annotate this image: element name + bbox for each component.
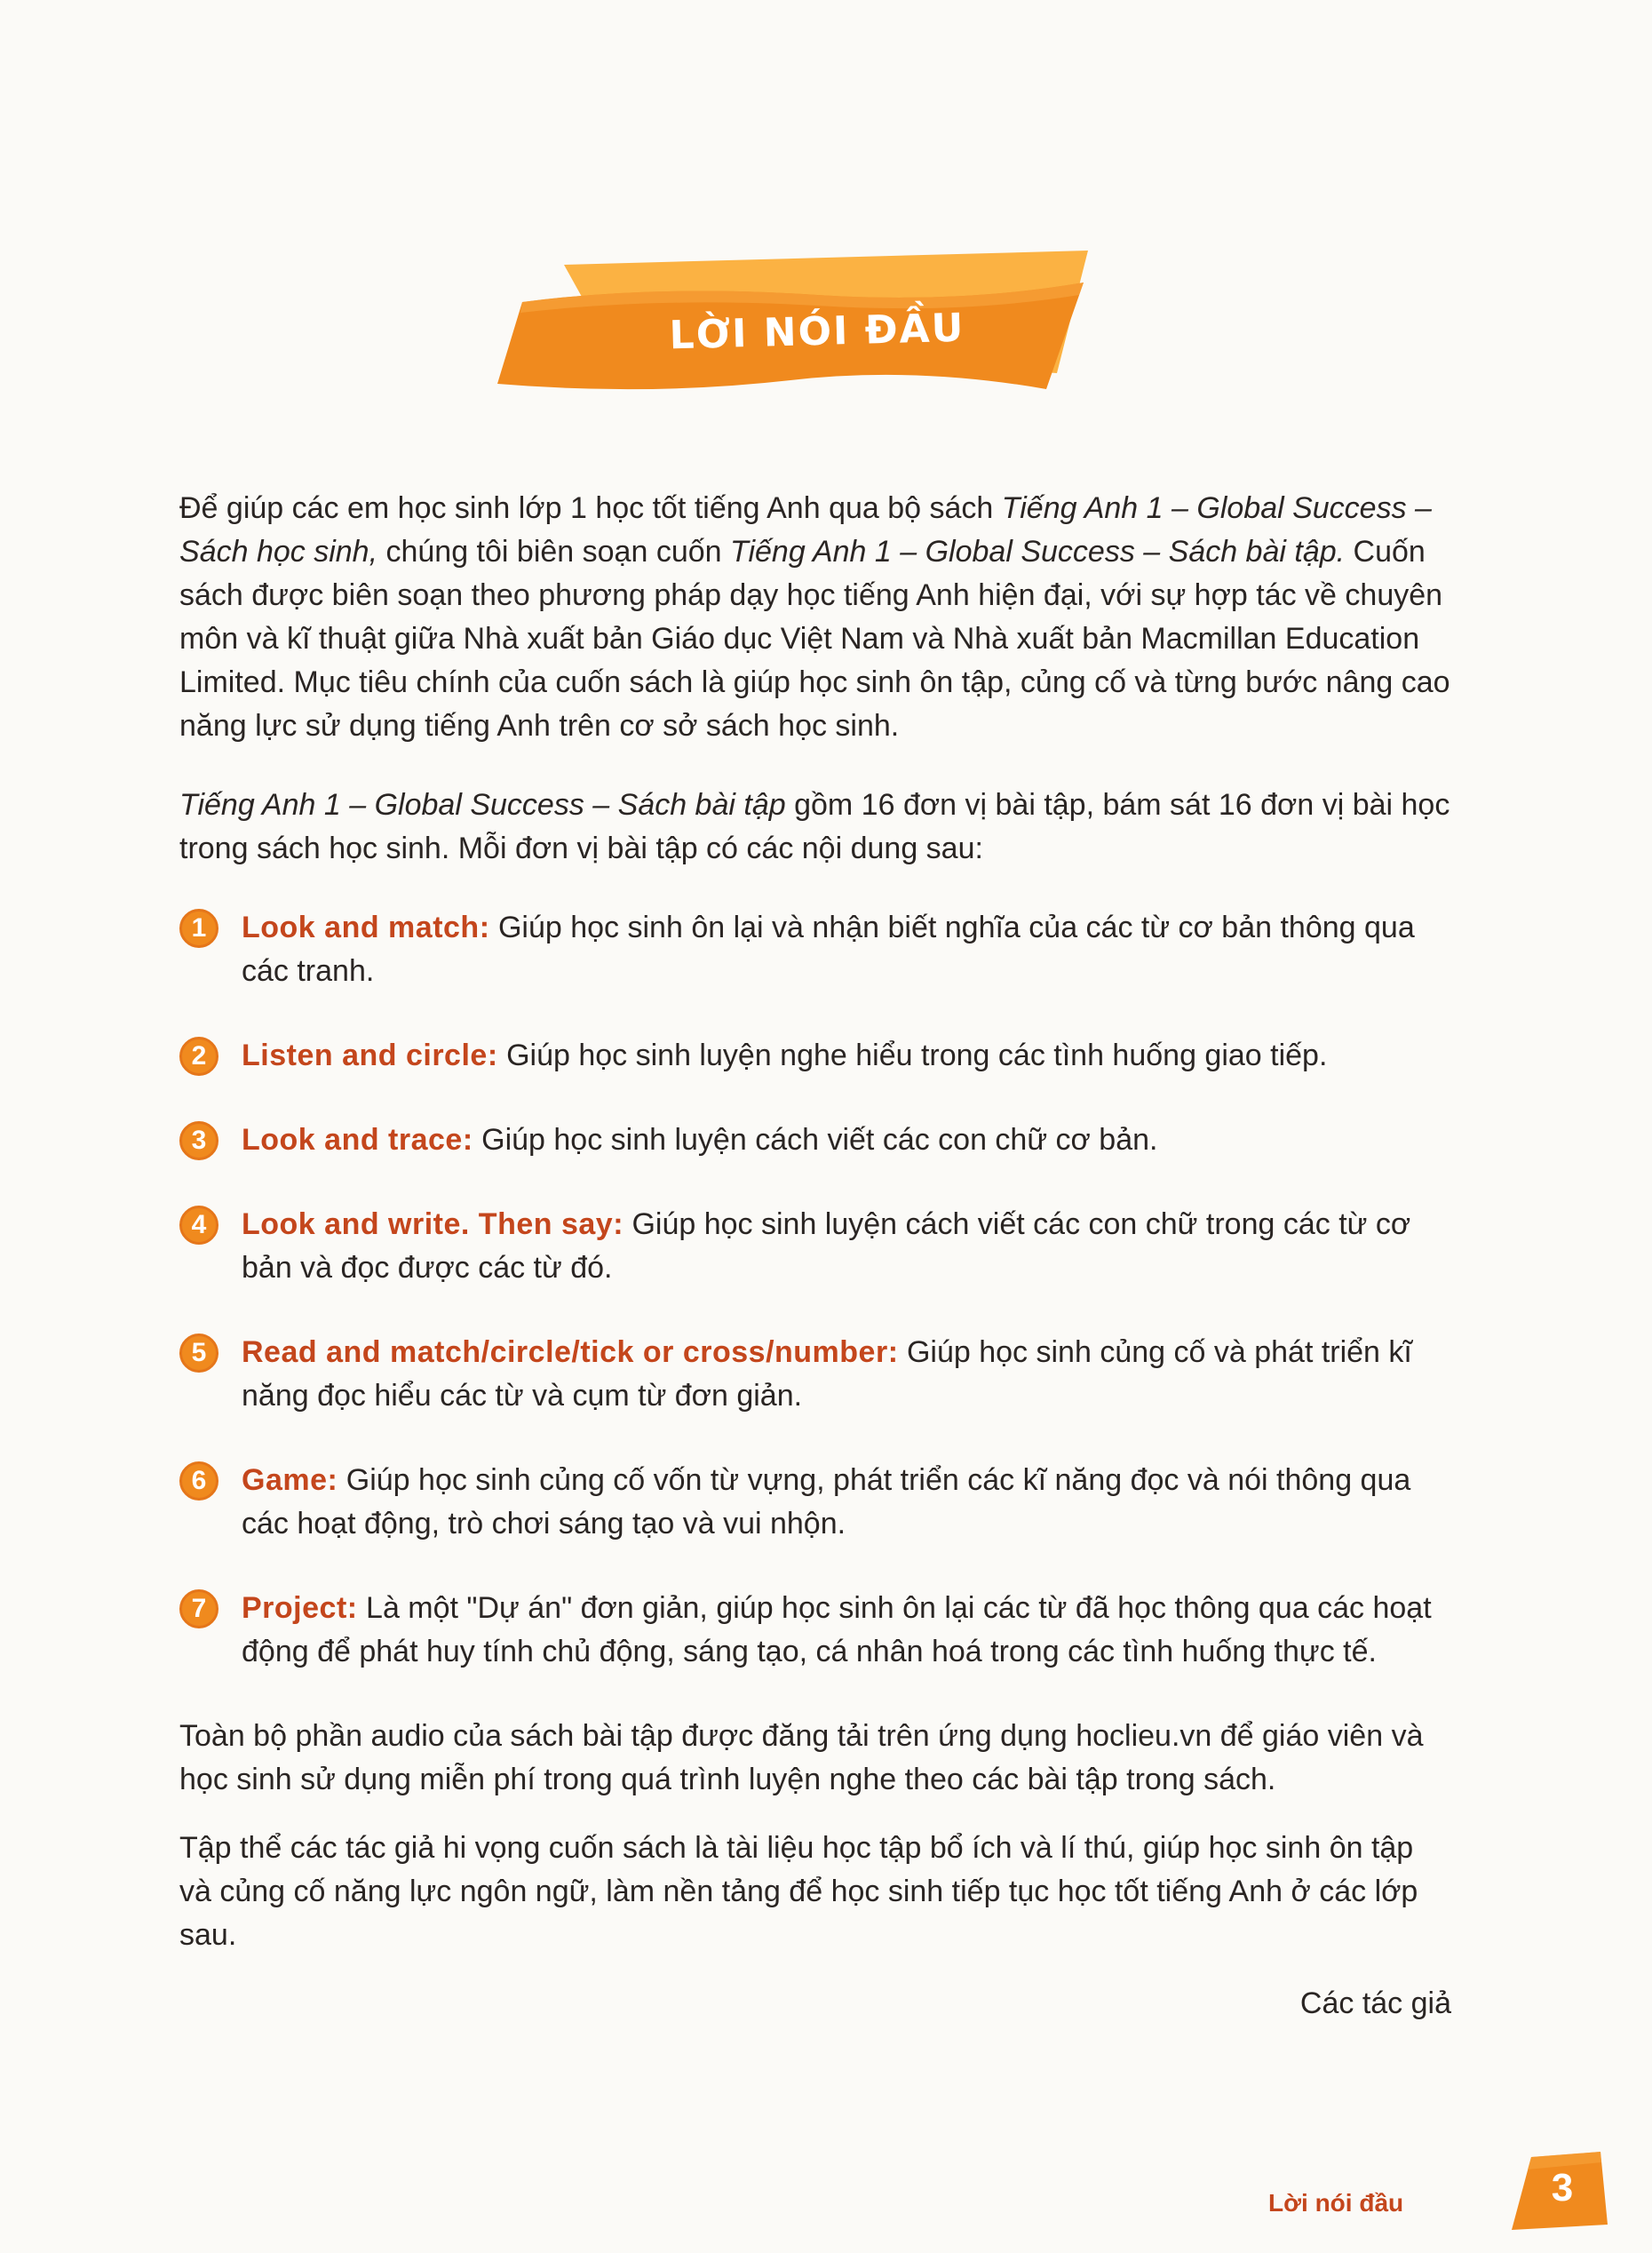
intro-text-2b: gồm 16 đơn vị bài tập, bám sát 16 đơn vị bài học trong sách học sinh. Mỗi đơn vị bài tập có các nội dung sau: [179,788,1450,865]
signature: Các tác giả [1299,1986,1451,2020]
number-badge: 1 [179,909,218,948]
list-item [179,1331,1451,1418]
intro-paragraph-1 [179,487,1451,748]
exercise-list [179,906,1451,1674]
item-text: Giúp học sinh củng cố vốn từ vựng, phát triển các kĩ năng đọc và nói thông qua các hoạt động, trò chơi sáng tạo và vui nhộn. [242,1463,1411,1540]
book-title-student: Tiếng Anh 1 – Global Success – Sách học sinh, [179,491,1432,569]
item-text: Là một "Dự án" đơn giản, giúp học sinh ôn lại các từ đã học thông qua các hoạt động để phát huy tính chủ động, sáng tạo, cá nhân hoá trong các tình huống thực tế. [242,1591,1432,1668]
item-label: Look and match: [242,911,490,944]
book-title-workbook-2: Tiếng Anh 1 – Global Success – Sách bài tập [179,788,786,822]
hope-paragraph: Tập thể các tác giả hi vọng cuốn sách là tài liệu học tập bổ ích và lí thú, giúp học sinh ôn tập và củng cố năng lực ngôn ngữ, làm nền tảng để học sinh tiếp tục học tốt tiếng Anh ở các lớp sau. [179,1831,1418,1952]
item-text: Giúp học sinh luyện cách viết các con chữ trong các từ cơ bản và đọc được các từ đó. [242,1207,1411,1285]
number-badge: 7 [179,1589,218,1628]
number-badge: 4 [179,1206,218,1245]
preface-body [179,487,1451,2026]
item-label: Game: [242,1463,338,1497]
list-item [179,1587,1451,1674]
number-badge: 6 [179,1461,218,1501]
number-badge: 3 [179,1121,218,1160]
intro-text-e: Cuốn sách được biên soạn theo phương pháp dạy học tiếng Anh hiện đại, với sự hợp tác về chuyên môn và kĩ thuật giữa Nhà xuất bản Giáo dục Việt Nam và Nhà xuất bản Macmillan Education Limited. Mục tiêu chính của cuốn sách là giúp học sinh ôn tập, củng cố và từng bước nâng cao năng lực sử dụng tiếng Anh trên cơ sở sách học sinh. [179,535,1450,743]
item-label: Look and write. Then say: [242,1207,624,1241]
intro-paragraph-2 [179,784,1451,871]
item-text: Giúp học sinh luyện nghe hiểu trong các tình huống giao tiếp. [497,1039,1328,1072]
list-item [179,1459,1451,1546]
list-item [179,1034,1451,1078]
list-item [179,906,1451,993]
item-text: Giúp học sinh củng cố và phát triển kĩ năng đọc hiểu các từ và cụm từ đơn giản. [242,1335,1412,1413]
list-item [179,1119,1451,1162]
intro-text-a: Để giúp các em học sinh lớp 1 học tốt tiếng Anh qua bộ sách [179,491,1002,525]
audio-paragraph: Toàn bộ phần audio của sách bài tập được đăng tải trên ứng dụng hoclieu.vn để giáo viên và học sinh sử dụng miễn phí trong quá trình luyện nghe theo các bài tập trong sách. [179,1719,1424,1796]
list-item [179,1203,1451,1290]
title-banner [497,249,1101,400]
item-label: Project: [242,1591,358,1625]
item-label: Look and trace: [242,1123,473,1157]
number-badge: 5 [179,1333,218,1373]
footer-section-label: Lời nói đầu [1268,2189,1404,2217]
item-label: Listen and circle: [242,1039,498,1072]
intro-text-c: chúng tôi biên soạn cuốn [377,535,730,569]
book-title-workbook: Tiếng Anh 1 – Global Success – Sách bài tập. [730,535,1346,569]
item-text: Giúp học sinh luyện cách viết các con chữ cơ bản. [473,1123,1158,1157]
item-text: Giúp học sinh ôn lại và nhận biết nghĩa của các từ cơ bản thông qua các tranh. [242,911,1415,988]
number-badge: 2 [179,1037,218,1076]
page-title: LỜI NÓI ĐẦU [669,305,965,359]
page-number: 3 [1551,2166,1574,2209]
item-label: Read and match/circle/tick or cross/number: [242,1335,899,1369]
